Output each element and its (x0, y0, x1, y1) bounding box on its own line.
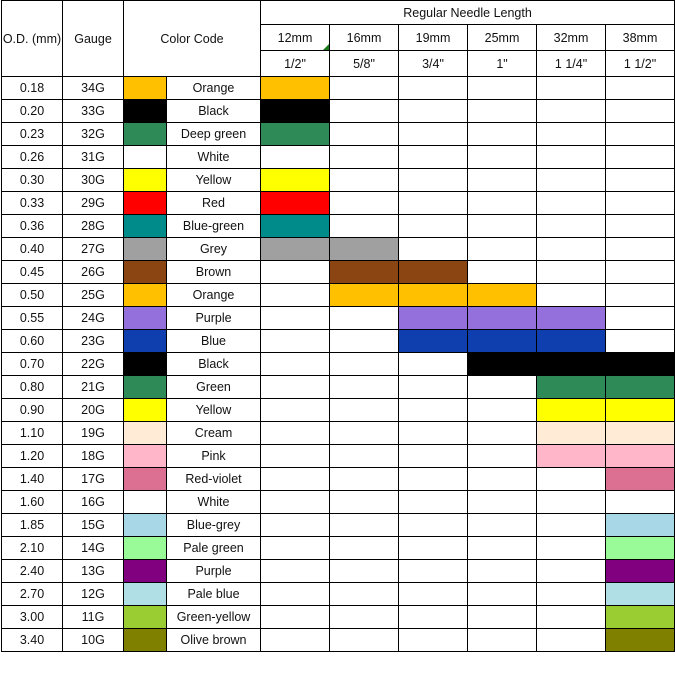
length-inch-header: 3/4" (399, 51, 468, 77)
color-swatch (124, 353, 167, 376)
table-row (2, 445, 675, 468)
color-name-cell: Purple (167, 307, 261, 330)
length-cell (468, 261, 537, 284)
od-cell: 0.80 (2, 376, 63, 399)
length-cell (330, 422, 399, 445)
length-cell (330, 606, 399, 629)
length-cell (468, 215, 537, 238)
table-row (2, 399, 675, 422)
table-row (2, 353, 675, 376)
length-cell-filled (537, 307, 606, 330)
table-row (2, 376, 675, 399)
length-cell (399, 514, 468, 537)
color-name-cell: Blue (167, 330, 261, 353)
color-name-cell: Black (167, 353, 261, 376)
gauge-cell: 10G (63, 629, 124, 652)
length-cell (537, 123, 606, 146)
length-cell (537, 261, 606, 284)
od-cell: 0.18 (2, 77, 63, 100)
length-cell (537, 629, 606, 652)
length-cell (606, 284, 675, 307)
gauge-cell: 24G (63, 307, 124, 330)
gauge-cell: 32G (63, 123, 124, 146)
length-cell (261, 376, 330, 399)
length-cell (537, 537, 606, 560)
length-cell (606, 100, 675, 123)
length-cell (399, 376, 468, 399)
color-swatch (124, 376, 167, 399)
od-cell: 1.10 (2, 422, 63, 445)
length-mm-header: 19mm (399, 25, 468, 51)
od-cell: 0.23 (2, 123, 63, 146)
table-row (2, 238, 675, 261)
length-inch-header: 1 1/4" (537, 51, 606, 77)
length-cell-filled (261, 215, 330, 238)
length-cell (330, 353, 399, 376)
length-cell (606, 77, 675, 100)
length-inch-header: 1/2" (261, 51, 330, 77)
length-cell (399, 123, 468, 146)
length-cell (399, 560, 468, 583)
length-cell (399, 445, 468, 468)
length-cell (468, 445, 537, 468)
color-swatch (124, 606, 167, 629)
od-cell: 1.85 (2, 514, 63, 537)
table-row (2, 192, 675, 215)
length-cell (399, 399, 468, 422)
length-cell (330, 583, 399, 606)
length-cell (537, 192, 606, 215)
color-swatch (124, 468, 167, 491)
table-row (2, 307, 675, 330)
length-cell (606, 330, 675, 353)
table-row (2, 422, 675, 445)
needle-gauge-chart (1, 0, 675, 652)
length-cell (468, 238, 537, 261)
color-swatch (124, 284, 167, 307)
length-cell-filled (606, 353, 675, 376)
color-swatch (124, 629, 167, 652)
color-name-cell: Green-yellow (167, 606, 261, 629)
color-name-cell: Green (167, 376, 261, 399)
length-cell-filled (468, 284, 537, 307)
color-name-cell: Pale blue (167, 583, 261, 606)
length-cell-filled (537, 422, 606, 445)
length-mm-header: 25mm (468, 25, 537, 51)
length-cell (399, 215, 468, 238)
color-name-cell: Deep green (167, 123, 261, 146)
length-cell (330, 399, 399, 422)
length-cell (468, 629, 537, 652)
length-cell (261, 146, 330, 169)
length-cell (606, 123, 675, 146)
length-cell-filled (399, 330, 468, 353)
length-cell-filled (537, 399, 606, 422)
length-cell-filled (261, 100, 330, 123)
length-cell (468, 399, 537, 422)
length-cell (261, 537, 330, 560)
gauge-header: Gauge (63, 1, 124, 77)
length-mm-header: 12mm (261, 25, 330, 51)
od-cell: 0.60 (2, 330, 63, 353)
length-cell (537, 468, 606, 491)
color-swatch (124, 307, 167, 330)
color-name-cell: Red-violet (167, 468, 261, 491)
color-name-cell: Grey (167, 238, 261, 261)
needle-length-header (261, 1, 675, 25)
length-cell-filled (606, 583, 675, 606)
length-cell (330, 468, 399, 491)
color-name-cell: Blue-grey (167, 514, 261, 537)
length-cell (468, 146, 537, 169)
gauge-cell: 17G (63, 468, 124, 491)
color-name-cell: Yellow (167, 169, 261, 192)
gauge-cell: 14G (63, 537, 124, 560)
length-cell (261, 606, 330, 629)
color-name-cell: White (167, 146, 261, 169)
od-cell: 1.60 (2, 491, 63, 514)
length-cell (261, 284, 330, 307)
color-name-cell: Purple (167, 560, 261, 583)
header-row-top (2, 1, 675, 25)
od-cell: 0.40 (2, 238, 63, 261)
color-swatch (124, 169, 167, 192)
length-cell (399, 192, 468, 215)
comment-indicator-icon (323, 44, 329, 50)
color-name-cell: White (167, 491, 261, 514)
length-cell (468, 123, 537, 146)
length-cell (330, 560, 399, 583)
length-cell (330, 491, 399, 514)
gauge-cell: 33G (63, 100, 124, 123)
color-swatch (124, 583, 167, 606)
length-cell (261, 514, 330, 537)
length-cell-filled (606, 468, 675, 491)
length-cell (261, 353, 330, 376)
length-cell (537, 100, 606, 123)
length-cell (330, 330, 399, 353)
length-cell-filled (606, 399, 675, 422)
length-cell-filled (537, 376, 606, 399)
table-row (2, 606, 675, 629)
length-cell-filled (399, 261, 468, 284)
table-row (2, 537, 675, 560)
od-cell: 0.50 (2, 284, 63, 307)
od-cell: 1.40 (2, 468, 63, 491)
length-cell (468, 560, 537, 583)
length-cell-filled (606, 514, 675, 537)
table-row (2, 215, 675, 238)
length-cell (261, 560, 330, 583)
length-cell (468, 583, 537, 606)
od-cell: 0.33 (2, 192, 63, 215)
color-name-cell: Black (167, 100, 261, 123)
gauge-cell: 28G (63, 215, 124, 238)
length-cell-filled (468, 330, 537, 353)
length-cell (399, 238, 468, 261)
color-swatch (124, 399, 167, 422)
length-cell (261, 330, 330, 353)
table-row (2, 583, 675, 606)
length-cell (468, 422, 537, 445)
length-inch-header: 5/8" (330, 51, 399, 77)
length-cell (330, 169, 399, 192)
table-row (2, 560, 675, 583)
gauge-cell: 25G (63, 284, 124, 307)
length-cell-filled (261, 169, 330, 192)
gauge-cell: 16G (63, 491, 124, 514)
gauge-cell: 13G (63, 560, 124, 583)
gauge-cell: 23G (63, 330, 124, 353)
length-cell (468, 468, 537, 491)
gauge-cell: 30G (63, 169, 124, 192)
color-swatch (124, 514, 167, 537)
length-cell-filled (606, 537, 675, 560)
table-row (2, 491, 675, 514)
color-swatch (124, 146, 167, 169)
length-cell (261, 399, 330, 422)
color-name-cell: Pale green (167, 537, 261, 560)
length-cell-filled (399, 307, 468, 330)
length-cell (468, 100, 537, 123)
table-row (2, 169, 675, 192)
length-cell (606, 491, 675, 514)
length-cell (537, 583, 606, 606)
color-swatch (124, 330, 167, 353)
length-inch-header: 1" (468, 51, 537, 77)
length-cell (399, 583, 468, 606)
table-row (2, 629, 675, 652)
length-cell (468, 491, 537, 514)
length-cell (330, 307, 399, 330)
length-cell (606, 192, 675, 215)
length-cell (261, 468, 330, 491)
length-cell (261, 261, 330, 284)
length-cell (399, 77, 468, 100)
length-cell-filled (606, 376, 675, 399)
color-name-cell: Red (167, 192, 261, 215)
length-cell (468, 606, 537, 629)
length-cell (399, 491, 468, 514)
color-code-header: Color Code (124, 1, 261, 77)
color-name-cell: Blue-green (167, 215, 261, 238)
length-cell (261, 307, 330, 330)
color-swatch (124, 560, 167, 583)
length-cell (399, 146, 468, 169)
length-cell (606, 146, 675, 169)
length-cell (399, 100, 468, 123)
gauge-cell: 26G (63, 261, 124, 284)
chart-body (2, 77, 675, 652)
gauge-cell: 21G (63, 376, 124, 399)
length-cell (537, 491, 606, 514)
length-cell (537, 238, 606, 261)
length-mm-header: 38mm (606, 25, 675, 51)
length-cell (537, 606, 606, 629)
length-cell (261, 445, 330, 468)
length-cell (537, 215, 606, 238)
length-cell (468, 514, 537, 537)
od-cell: 3.00 (2, 606, 63, 629)
length-cell (537, 514, 606, 537)
length-cell (468, 376, 537, 399)
color-swatch (124, 422, 167, 445)
length-inch-header: 1 1/2" (606, 51, 675, 77)
length-cell (330, 77, 399, 100)
color-name-cell: Olive brown (167, 629, 261, 652)
gauge-cell: 27G (63, 238, 124, 261)
color-swatch (124, 537, 167, 560)
length-cell (537, 77, 606, 100)
color-name-cell: Cream (167, 422, 261, 445)
length-cell (330, 146, 399, 169)
table-row (2, 514, 675, 537)
color-name-cell: Pink (167, 445, 261, 468)
length-cell-filled (261, 123, 330, 146)
gauge-cell: 19G (63, 422, 124, 445)
table-row (2, 261, 675, 284)
length-cell-filled (330, 238, 399, 261)
od-cell: 2.70 (2, 583, 63, 606)
needle-length-header-label: Regular Needle Length (403, 5, 532, 20)
color-swatch (124, 77, 167, 100)
length-cell-filled (330, 284, 399, 307)
length-cell-filled (261, 77, 330, 100)
gauge-cell: 29G (63, 192, 124, 215)
gauge-cell: 18G (63, 445, 124, 468)
color-swatch (124, 261, 167, 284)
od-cell: 0.70 (2, 353, 63, 376)
length-cell (399, 169, 468, 192)
length-cell-filled (606, 606, 675, 629)
color-swatch (124, 491, 167, 514)
od-cell: 1.20 (2, 445, 63, 468)
length-cell-filled (606, 422, 675, 445)
length-cell-filled (606, 629, 675, 652)
gauge-cell: 20G (63, 399, 124, 422)
length-cell (537, 169, 606, 192)
color-name-cell: Orange (167, 284, 261, 307)
length-cell (606, 215, 675, 238)
color-swatch (124, 100, 167, 123)
length-cell (330, 192, 399, 215)
length-cell (468, 77, 537, 100)
length-cell (537, 284, 606, 307)
length-cell-filled (468, 307, 537, 330)
gauge-cell: 22G (63, 353, 124, 376)
gauge-cell: 11G (63, 606, 124, 629)
length-cell (606, 238, 675, 261)
length-cell (468, 169, 537, 192)
color-swatch (124, 215, 167, 238)
length-cell (330, 445, 399, 468)
table-row (2, 146, 675, 169)
table-row (2, 77, 675, 100)
length-cell-filled (468, 353, 537, 376)
length-cell-filled (399, 284, 468, 307)
color-swatch (124, 123, 167, 146)
length-cell (399, 537, 468, 560)
od-cell: 0.55 (2, 307, 63, 330)
length-cell (537, 560, 606, 583)
od-cell: 0.90 (2, 399, 63, 422)
length-cell (468, 537, 537, 560)
gauge-cell: 34G (63, 77, 124, 100)
color-swatch (124, 238, 167, 261)
length-cell (399, 606, 468, 629)
table-row (2, 468, 675, 491)
length-cell (606, 261, 675, 284)
od-cell: 2.40 (2, 560, 63, 583)
length-cell (606, 169, 675, 192)
length-mm-header: 32mm (537, 25, 606, 51)
length-cell-filled (606, 445, 675, 468)
od-cell: 2.10 (2, 537, 63, 560)
table-row (2, 284, 675, 307)
length-cell (399, 422, 468, 445)
length-cell (261, 422, 330, 445)
length-cell (330, 100, 399, 123)
gauge-cell: 15G (63, 514, 124, 537)
color-swatch (124, 445, 167, 468)
color-name-cell: Orange (167, 77, 261, 100)
color-name-cell: Yellow (167, 399, 261, 422)
table-row (2, 330, 675, 353)
length-cell (330, 629, 399, 652)
length-cell (399, 468, 468, 491)
od-cell: 0.45 (2, 261, 63, 284)
gauge-cell: 12G (63, 583, 124, 606)
length-cell-filled (606, 560, 675, 583)
length-cell (537, 146, 606, 169)
length-cell (606, 307, 675, 330)
length-cell (330, 537, 399, 560)
length-cell-filled (261, 192, 330, 215)
od-cell: 0.36 (2, 215, 63, 238)
length-cell (261, 491, 330, 514)
od-cell: 3.40 (2, 629, 63, 652)
length-cell-filled (537, 353, 606, 376)
length-cell (330, 376, 399, 399)
od-cell: 0.20 (2, 100, 63, 123)
length-cell (261, 629, 330, 652)
length-cell (399, 629, 468, 652)
length-cell (468, 192, 537, 215)
length-cell-filled (537, 445, 606, 468)
length-cell-filled (537, 330, 606, 353)
length-cell-filled (261, 238, 330, 261)
color-name-cell: Brown (167, 261, 261, 284)
gauge-cell: 31G (63, 146, 124, 169)
color-swatch (124, 192, 167, 215)
length-cell (330, 215, 399, 238)
length-mm-header: 16mm (330, 25, 399, 51)
table-row (2, 100, 675, 123)
od-cell: 0.26 (2, 146, 63, 169)
od-header: O.D. (mm) (2, 1, 63, 77)
length-cell (330, 123, 399, 146)
length-cell-filled (330, 261, 399, 284)
length-cell (330, 514, 399, 537)
od-cell: 0.30 (2, 169, 63, 192)
length-cell (399, 353, 468, 376)
length-cell (261, 583, 330, 606)
table-row (2, 123, 675, 146)
